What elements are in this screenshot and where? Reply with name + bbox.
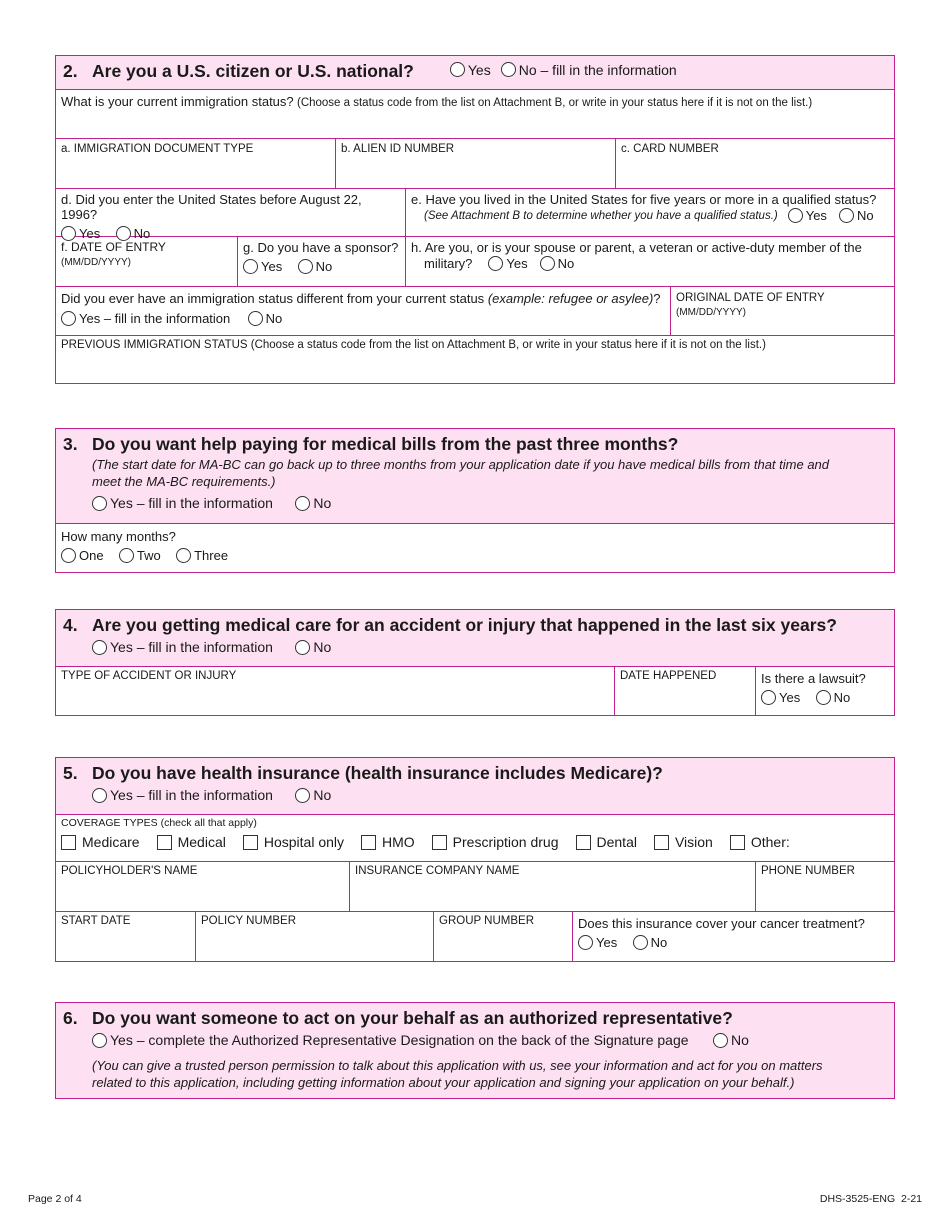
previous-status-field[interactable]: PREVIOUS IMMIGRATION STATUS (Choose a status code from the list on Attachment B, or write in your status here if it is not on the list.): [61, 339, 766, 351]
date-happened-field[interactable]: DATE HAPPENED: [614, 667, 755, 715]
coverage-other-checkbox[interactable]: Other:: [730, 834, 790, 850]
radio-icon: [243, 259, 258, 274]
representative-yes-radio[interactable]: Yes – complete the Authorized Representative Designation on the back of the Signature page: [92, 1032, 689, 1048]
different-status-question: Did you ever have an immigration status different from your current status (example: refugee or asylee)? Yes – fill in the information No: [61, 291, 661, 326]
section-2: [55, 55, 895, 384]
radio-icon: [176, 548, 191, 563]
section-3-header: [56, 429, 894, 523]
immigration-status-field[interactable]: What is your current immigration status? (Choose a status code from the list on Attachment B, or write in your status here if it is not on the list.): [61, 94, 813, 109]
checkbox-icon: [361, 835, 376, 850]
representative-no-radio[interactable]: No: [713, 1032, 749, 1048]
section-3-note: (The start date for MA-BC can go back up to three months from your application date if you have medical bills from that time and meet the MA-BC requirements.): [92, 457, 830, 489]
section-4-header: [56, 610, 894, 666]
section-6-note: (You can give a trusted person permission to talk about this application with us, see your information and act for you on matters related to this application, including getting information about your application and signing your application on your behalf.): [92, 1057, 823, 1090]
section-5-header: [56, 758, 894, 814]
radio-icon: [540, 256, 555, 271]
radio-icon: [633, 935, 648, 950]
medical-bills-no-radio[interactable]: No: [295, 495, 331, 511]
radio-icon: [713, 1033, 728, 1048]
section-2-header: [56, 56, 894, 89]
citizen-yes-radio[interactable]: Yes: [450, 62, 491, 78]
qualified-no-radio[interactable]: No: [839, 208, 874, 223]
question-title: Do you want someone to act on your behalf as an authorized representative?: [92, 1008, 733, 1028]
radio-icon: [248, 311, 263, 326]
diff-status-yes-radio[interactable]: Yes – fill in the information: [61, 311, 230, 326]
coverage-hospital-only-checkbox[interactable]: Hospital only: [243, 834, 344, 850]
checkbox-icon: [576, 835, 591, 850]
insurance-company-field[interactable]: INSURANCE COMPANY NAME: [349, 862, 755, 911]
radio-icon: [450, 62, 465, 77]
question-title: Do you want help paying for medical bills from the past three months?: [92, 434, 679, 454]
radio-icon: [501, 62, 516, 77]
checkbox-icon: [432, 835, 447, 850]
section-4: [55, 609, 895, 716]
radio-icon: [295, 496, 310, 511]
group-number-field[interactable]: GROUP NUMBER: [433, 912, 572, 961]
alien-id-field[interactable]: b. ALIEN ID NUMBER: [335, 139, 615, 188]
insurance-no-radio[interactable]: No: [295, 787, 331, 803]
phone-number-field[interactable]: PHONE NUMBER: [755, 862, 894, 911]
entered-no-radio[interactable]: No: [116, 226, 151, 241]
sponsor-yes-radio[interactable]: Yes: [243, 259, 282, 274]
lawsuit-question: Is there a lawsuit? Yes No: [755, 667, 894, 715]
radio-icon: [92, 788, 107, 803]
coverage-dental-checkbox[interactable]: Dental: [576, 834, 637, 850]
question-title: Are you a U.S. citizen or U.S. national?: [92, 61, 414, 81]
months-one-radio[interactable]: One: [61, 548, 104, 563]
policy-number-field[interactable]: POLICY NUMBER: [195, 912, 433, 961]
question-title: Are you getting medical care for an accident or injury that happened in the last six years?: [92, 615, 837, 635]
page-number: Page 2 of 4: [28, 1193, 82, 1205]
months-three-radio[interactable]: Three: [176, 548, 228, 563]
cancer-yes-radio[interactable]: Yes: [578, 935, 617, 950]
policyholder-name-field[interactable]: POLICYHOLDER'S NAME: [61, 865, 198, 877]
radio-icon: [61, 548, 76, 563]
checkbox-icon: [654, 835, 669, 850]
radio-icon: [788, 208, 803, 223]
radio-icon: [119, 548, 134, 563]
radio-icon: [61, 311, 76, 326]
section-3: [55, 428, 895, 573]
question-number: 5.: [63, 763, 78, 783]
radio-icon: [298, 259, 313, 274]
radio-icon: [816, 690, 831, 705]
accident-type-field[interactable]: TYPE OF ACCIDENT OR INJURY: [61, 670, 237, 682]
coverage-medical-checkbox[interactable]: Medical: [157, 834, 226, 850]
citizen-no-radio[interactable]: No – fill in the information: [501, 62, 677, 78]
question-title: Do you have health insurance (health insurance includes Medicare)?: [92, 763, 663, 783]
cancer-no-radio[interactable]: No: [633, 935, 668, 950]
checkbox-icon: [61, 835, 76, 850]
insurance-yes-radio[interactable]: Yes – fill in the information: [92, 787, 273, 803]
entered-before-1996: d. Did you enter the United States before August 22, 1996? Yes No: [61, 192, 362, 241]
entered-yes-radio[interactable]: Yes: [61, 226, 100, 241]
accident-yes-radio[interactable]: Yes – fill in the information: [92, 639, 273, 655]
start-date-field[interactable]: START DATE: [61, 915, 131, 927]
checkbox-icon: [243, 835, 258, 850]
original-date-of-entry-field[interactable]: ORIGINAL DATE OF ENTRY (MM/DD/YYYY): [670, 287, 894, 335]
months-two-radio[interactable]: Two: [119, 548, 161, 563]
document-type-field[interactable]: a. IMMIGRATION DOCUMENT TYPE: [61, 143, 254, 155]
veteran-question: h. Are you, or is your spouse or parent, a veteran or active-duty member of the military? Yes No: [405, 237, 894, 286]
radio-icon: [839, 208, 854, 223]
coverage-hmo-checkbox[interactable]: HMO: [361, 834, 415, 850]
form-code: DHS-3525-ENG 2-21: [819, 1193, 922, 1205]
coverage-medicare-checkbox[interactable]: Medicare: [61, 834, 140, 850]
lawsuit-no-radio[interactable]: No: [816, 690, 851, 705]
coverage-types: COVERAGE TYPES (check all that apply) Medicare Medical Hospital only HMO Prescription drug Dental Vision Other:: [61, 817, 790, 850]
months-question: How many months? One Two Three: [61, 529, 229, 563]
card-number-field[interactable]: c. CARD NUMBER: [615, 139, 894, 188]
diff-status-no-radio[interactable]: No: [248, 311, 283, 326]
section-6-header: [56, 1003, 894, 1098]
question-number: 2.: [63, 61, 78, 81]
radio-icon: [578, 935, 593, 950]
date-of-entry-field[interactable]: f. DATE OF ENTRY (MM/DD/YYYY): [61, 240, 166, 268]
question-number: 3.: [63, 434, 78, 454]
checkbox-icon: [157, 835, 172, 850]
veteran-yes-radio[interactable]: Yes: [488, 256, 527, 271]
sponsor-no-radio[interactable]: No: [298, 259, 333, 274]
qualified-yes-radio[interactable]: Yes: [788, 208, 827, 223]
question-number: 4.: [63, 615, 78, 635]
checkbox-icon: [730, 835, 745, 850]
qualified-status-5-years: e. Have you lived in the United States for five years or more in a qualified status? (See Attachment B to determine whether you have a qualified status.) Yes No: [405, 189, 894, 236]
section-5: [55, 757, 895, 962]
radio-icon: [92, 1033, 107, 1048]
radio-icon: [295, 788, 310, 803]
cancer-coverage-question: Does this insurance cover your cancer treatment? Yes No: [572, 912, 894, 961]
radio-icon: [488, 256, 503, 271]
veteran-no-radio[interactable]: No: [540, 256, 575, 271]
coverage-prescription-drug-checkbox[interactable]: Prescription drug: [432, 834, 559, 850]
radio-icon: [295, 640, 310, 655]
lawsuit-yes-radio[interactable]: Yes: [761, 690, 800, 705]
medical-bills-yes-radio[interactable]: Yes – fill in the information: [92, 495, 273, 511]
sponsor-question: g. Do you have a sponsor? Yes No: [237, 237, 405, 286]
radio-icon: [92, 496, 107, 511]
radio-icon: [92, 640, 107, 655]
section-6: [55, 1002, 895, 1099]
radio-icon: [761, 690, 776, 705]
coverage-vision-checkbox[interactable]: Vision: [654, 834, 713, 850]
question-number: 6.: [63, 1008, 78, 1028]
accident-no-radio[interactable]: No: [295, 639, 331, 655]
